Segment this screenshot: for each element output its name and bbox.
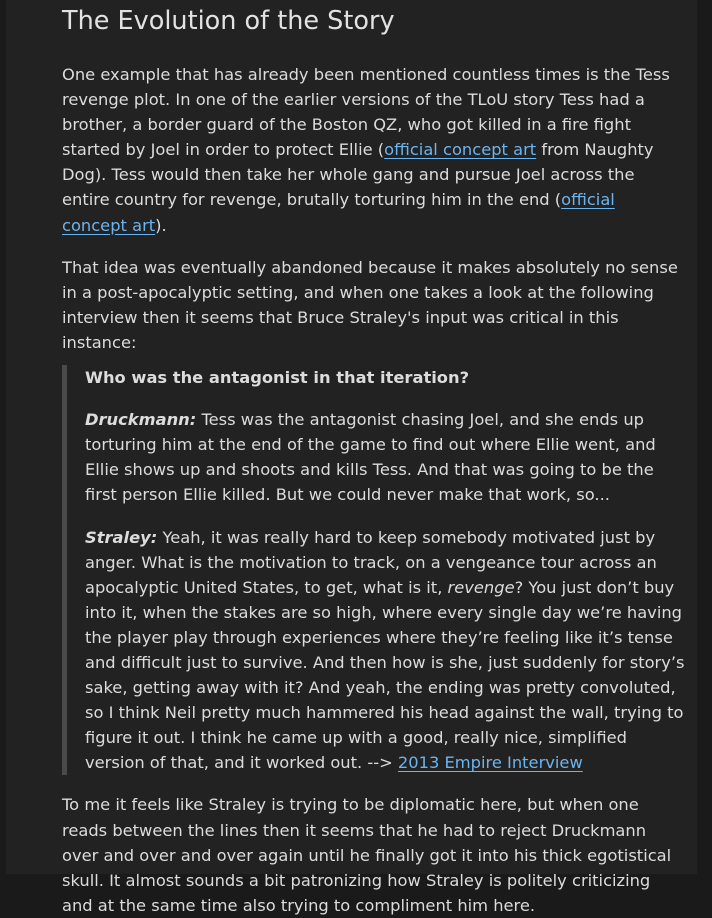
paragraph-commentary: To me it feels like Straley is trying to be diplomatic here, but when one reads between the lines then it seems that he had to reject Druckmann over and over and over again until he finally got it into his thick egotistical skull. It almost sounds a bit patronizing how Straley is politely criticizing and at the same time also trying to compliment him here. <box>62 795 672 915</box>
concept-art-link-1[interactable]: official concept art <box>384 140 537 160</box>
empire-interview-link[interactable]: 2013 Empire Interview <box>397 753 583 773</box>
paragraph-abandoned: That idea was eventually abandoned because it makes absolutely no sense in a post-apocalyptic setting, and when one takes a look at the following interview then it seems that Bruce Straley's input was critical in this instance: <box>62 257 678 352</box>
speaker-straley: Straley: <box>85 527 158 547</box>
answer-text: Tess was the antagonist chasing Joel, and she ends up torturing him at the end of the game to find out where Ellie went, and Ellie shows up and shoots and kills Tess. And that was going to be the first person Ellie killed. But we could never make that work, so... <box>85 410 656 505</box>
paragraph-tess-plot <box>62 62 678 238</box>
straley-answer <box>85 525 685 776</box>
paragraph-text: One example that has already been mentioned countless times is the Tess revenge plot. In one of the earlier versions of the TLoU story Tess had a brother, a border guard of the Boston QZ, who got killed in a fire fight started by Joel in order to protect Ellie ( <box>62 65 670 160</box>
interview-question: Who was the antagonist in that iteration? <box>85 368 470 388</box>
section-heading: The Evolution of the Story <box>62 6 395 36</box>
druckmann-answer <box>85 407 685 507</box>
paragraph-text: ). <box>155 215 167 235</box>
paragraph-text: from Naughty Dog). Tess would then take her whole gang and pursue Joel across the entire country for revenge, brutally torturing him in the end ( <box>62 140 654 210</box>
emphasis-revenge: revenge <box>447 577 515 597</box>
concept-art-link-2[interactable]: official concept art <box>62 190 615 235</box>
article-content <box>62 0 685 918</box>
article-page <box>6 0 697 915</box>
speaker-druckmann: Druckmann: <box>85 410 197 430</box>
answer-text: Yeah, it was really hard to keep somebody motivated just by anger. What is the motivation to track, on a vengeance tour across an apocalyptic United States, to get, what is it, <box>85 527 657 597</box>
answer-text: ? You just don’t buy into it, when the stakes are so high, where every single day we’re having the player play through experiences where they’re feeling like it’s tense and difficult just to survive. And then how is she, just suddenly for story’s sake, getting away with it? And yeah, the ending was pretty convoluted, so I think Neil pretty much hammered his head against the wall, trying to figure it out. I think he came up with a good, really nice, simplified version of that, and it worked out. --> <box>85 577 685 773</box>
interview-quote <box>62 365 685 775</box>
